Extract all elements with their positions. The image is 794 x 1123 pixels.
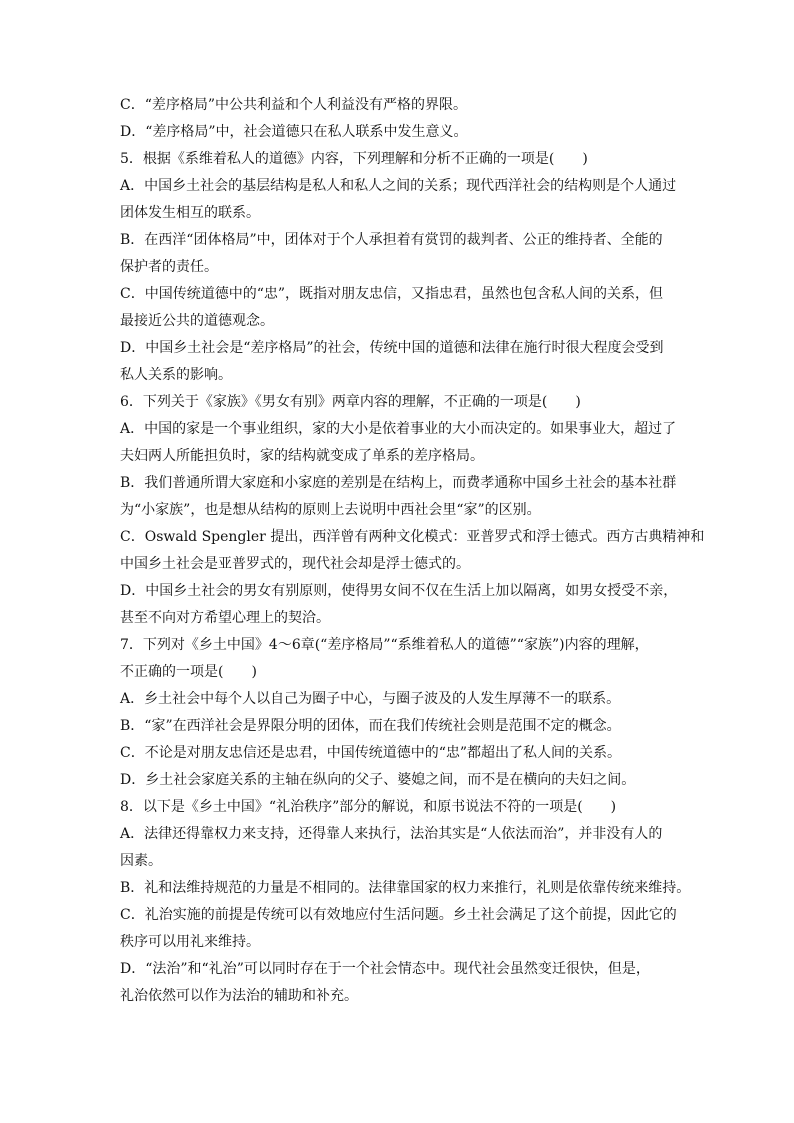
option-line: B．在西洋“团体格局”中，团体对于个人承担着有赏罚的裁判者、公正的维持者、全能的 (120, 232, 663, 248)
option-line: C．Oswald Spengler 提出，西洋曾有两种文化模式：亚普罗式和浮士德式。西方古典精神和 (120, 529, 705, 545)
option-line-continued: 礼治依然可以作为法治的辅助和补充。 (120, 988, 358, 1004)
option-line: B．我们普通所谓大家庭和小家庭的差别是在结构上，而费孝通称中国乡土社会的基本社群 (120, 475, 677, 491)
option-line-continued: 为“小家族”，也是想从结构的原则上去说明中西社会里“家”的区别。 (120, 502, 541, 518)
option-line: B．礼和法维持规范的力量是不相同的。法律靠国家的权力来推行，礼则是依靠传统来维持。 (120, 880, 691, 896)
option-line-continued: 最接近公共的道德观念。 (120, 313, 274, 329)
option-line: A．中国乡土社会的基层结构是私人和私人之间的关系；现代西洋社会的结构则是个人通过 (120, 178, 677, 194)
option-line-continued: 保护者的责任。 (120, 259, 218, 275)
question-stem: 5．根据《系维着私人的道德》内容，下列理解和分析不正确的一项是( ) (120, 151, 588, 167)
option-line: A．法律还得靠权力来支持，还得靠人来执行，法治其实是“人依法而治”，并非没有人的 (120, 826, 663, 842)
option-line: D．中国乡土社会是“差序格局”的社会，传统中国的道德和法律在施行时很大程度会受到 (120, 340, 664, 356)
option-line-continued: 团体发生相互的联系。 (120, 205, 260, 221)
option-line: D．“差序格局”中，社会道德只在私人联系中发生意义。 (120, 124, 468, 140)
question-stem: 7．下列对《乡土中国》4～6章(“差序格局”“系维着私人的道德”“家族”)内容的理解， (120, 637, 649, 653)
question-text-block (120, 92, 705, 1010)
option-line: C．“差序格局”中公共利益和个人利益没有严格的界限。 (120, 97, 468, 113)
option-line-continued: 甚至不向对方希望心理上的契洽。 (120, 610, 330, 626)
option-line: C．中国传统道德中的“忠”，既指对朋友忠信，又指忠君，虽然也包含私人间的关系，但 (120, 286, 664, 302)
option-line-continued: 秩序可以用礼来维持。 (120, 934, 260, 950)
option-line: A．中国的家是一个事业组织，家的大小是依着事业的大小而决定的。如果事业大，超过了 (120, 421, 677, 437)
option-line-continued: 因素。 (120, 853, 162, 869)
option-line: A．乡土社会中每个人以自己为圈子中心，与圈子波及的人发生厚薄不一的联系。 (120, 691, 621, 707)
option-line-continued: 夫妇两人所能担负时，家的结构就变成了单系的差序格局。 (120, 448, 484, 464)
option-line: B．“家”在西洋社会是界限分明的团体，而在我们传统社会则是范围不定的概念。 (120, 718, 621, 734)
option-line: C．礼治实施的前提是传统可以有效地应付生活问题。乡土社会满足了这个前提，因此它的 (120, 907, 677, 923)
question-stem-continued: 不正确的一项是( ) (120, 664, 257, 680)
question-stem: 6．下列关于《家族》《男女有别》两章内容的理解，不正确的一项是( ) (120, 394, 581, 410)
option-line: C．不论是对朋友忠信还是忠君，中国传统道德中的“忠”都超出了私人间的关系。 (120, 745, 622, 761)
option-line-continued: 中国乡土社会是亚普罗式的，现代社会却是浮士德式的。 (120, 556, 470, 572)
question-stem: 8．以下是《乡土中国》“礼治秩序”部分的解说，和原书说法不符的一项是( ) (120, 799, 617, 815)
option-line: D．“法治”和“礼治”可以同时存在于一个社会情态中。现代社会虽然变迁很快，但是， (120, 961, 650, 977)
option-line: D．乡土社会家庭关系的主轴在纵向的父子、婆媳之间，而不是在横向的夫妇之间。 (120, 772, 636, 788)
option-line-continued: 私人关系的影响。 (120, 367, 232, 383)
option-line: D．中国乡土社会的男女有别原则，使得男女间不仅在生活上加以隔离，如男女授受不亲， (120, 583, 678, 599)
